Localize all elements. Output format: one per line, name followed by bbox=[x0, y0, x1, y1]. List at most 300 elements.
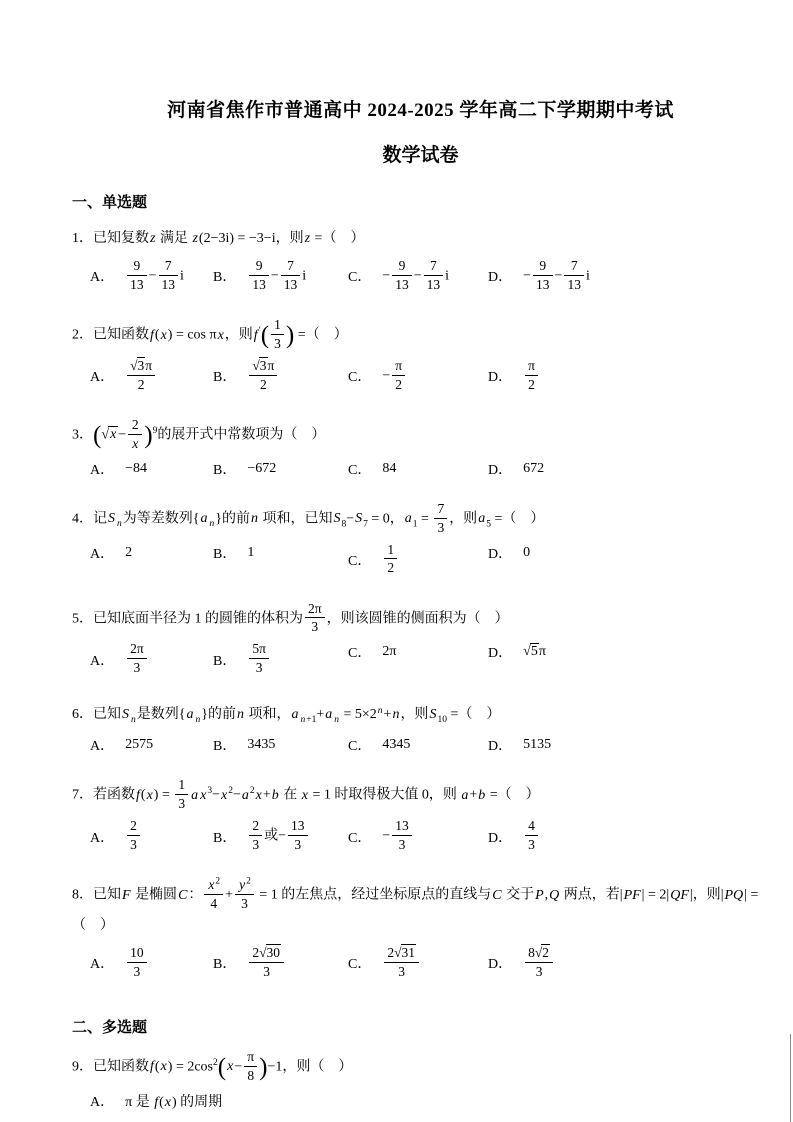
option-content bbox=[125, 642, 149, 677]
option-B bbox=[213, 642, 271, 677]
radicand: 3 bbox=[259, 357, 267, 373]
fraction-denominator: 13 bbox=[130, 276, 144, 292]
fraction-numerator: 13 bbox=[392, 818, 412, 836]
math-var: f bbox=[253, 327, 258, 343]
math-var: S bbox=[355, 511, 363, 527]
math-var: a bbox=[291, 707, 299, 723]
question-stem: 1．已知复数z 满足 z(2−3i) = −3−i，则z =（ ） bbox=[72, 231, 365, 246]
option-content: − $\frac{9}{13}$ − $\frac{7}{13}$ i bbox=[382, 258, 450, 292]
option-D bbox=[488, 735, 551, 755]
fraction-numerator: 2 bbox=[128, 417, 142, 435]
option-C bbox=[348, 819, 414, 854]
option-A bbox=[90, 543, 132, 563]
fraction-denominator: 3 bbox=[311, 619, 319, 635]
fraction-numerator: 7 bbox=[564, 258, 584, 276]
subscript: 8 bbox=[341, 519, 347, 530]
fraction-numerator: 2√31 bbox=[384, 945, 419, 963]
option-content: 2π bbox=[382, 644, 397, 660]
fraction bbox=[128, 417, 142, 452]
fraction-numerator: 1 bbox=[271, 317, 284, 335]
fraction bbox=[249, 358, 277, 393]
math-var: b bbox=[271, 788, 279, 804]
fraction-denominator: 13 bbox=[283, 276, 298, 292]
option-content bbox=[125, 359, 157, 394]
question bbox=[72, 778, 769, 865]
fraction-numerator: 5π bbox=[249, 641, 269, 659]
option-C bbox=[348, 459, 396, 479]
fraction-denominator: 2 bbox=[387, 560, 395, 576]
radicand: 2 bbox=[542, 944, 550, 960]
option-label: C． bbox=[348, 957, 372, 973]
fraction bbox=[249, 818, 262, 853]
option-D bbox=[488, 819, 540, 854]
fraction-numerator: 2 bbox=[127, 818, 140, 836]
radical-sign: √ bbox=[101, 427, 109, 443]
fraction-denominator: 3 bbox=[535, 963, 543, 979]
option-content: √5π bbox=[523, 644, 546, 660]
fraction bbox=[235, 877, 254, 912]
option-label: C． bbox=[348, 553, 372, 569]
option-C bbox=[348, 946, 421, 981]
option-content: 4345 bbox=[382, 737, 411, 753]
option-content bbox=[247, 359, 279, 394]
option-content: π 是 f(x) 的周期 bbox=[125, 1094, 223, 1110]
option-A bbox=[90, 359, 157, 394]
option-label: A． bbox=[90, 830, 115, 846]
math-var: x bbox=[220, 788, 228, 804]
fraction-numerator: 7 bbox=[424, 258, 444, 276]
fraction-numerator: 1 bbox=[384, 542, 397, 560]
fraction-numerator: 7 bbox=[434, 501, 447, 519]
option-label: D． bbox=[488, 370, 513, 386]
fraction-denominator bbox=[128, 435, 142, 452]
section-heading: 二、多选题 bbox=[72, 1019, 148, 1036]
option-label: A． bbox=[90, 957, 115, 973]
math-var: z bbox=[304, 231, 311, 246]
page-edge-artifact bbox=[790, 1034, 791, 1122]
fraction-numerator: 8√2 bbox=[525, 945, 553, 963]
superscript: 9 bbox=[152, 425, 158, 436]
superscript: 3 bbox=[207, 786, 213, 797]
question bbox=[72, 502, 769, 589]
math-var: S bbox=[333, 511, 341, 527]
math-var: QF bbox=[670, 887, 689, 903]
radicand: 30 bbox=[266, 944, 281, 960]
option-label: C． bbox=[348, 830, 372, 846]
fraction-numerator: √3π bbox=[249, 358, 277, 376]
option-B bbox=[213, 459, 276, 479]
option-label: D． bbox=[488, 462, 513, 478]
radical-sign: √ bbox=[252, 357, 259, 373]
option-D bbox=[488, 259, 590, 294]
option-content bbox=[247, 642, 271, 677]
fraction-denominator: 3 bbox=[398, 837, 406, 853]
fraction-denominator: 4 bbox=[210, 896, 218, 912]
option-label: A． bbox=[90, 270, 115, 286]
fraction bbox=[392, 818, 412, 853]
fraction bbox=[244, 1049, 257, 1084]
option-content: −84 bbox=[125, 460, 148, 476]
radicand: 5 bbox=[530, 644, 538, 660]
subscript bbox=[208, 519, 215, 529]
section-heading: 一、单选题 bbox=[72, 195, 148, 211]
math-var: a bbox=[200, 511, 208, 527]
fraction-numerator: 2√30 bbox=[249, 945, 284, 963]
option-label: C． bbox=[348, 270, 372, 286]
option-C bbox=[348, 359, 407, 394]
question-stem: 8．已知F 是椭圆C： $\frac{x^2}{4}$ + $\frac{y^2}{3}$ = 1 的左焦点，经过坐标原点的直线与C 交于P,Q 两点，若|PF| = 2|QF|，则|PQ| = bbox=[72, 876, 759, 912]
fraction-denominator: 3 bbox=[398, 963, 406, 979]
option-D bbox=[488, 459, 544, 479]
subscript: 5 bbox=[486, 519, 491, 530]
fraction-denominator: 2 bbox=[395, 376, 403, 392]
sqrt-radical bbox=[535, 944, 550, 960]
option-label: D． bbox=[488, 830, 513, 846]
option-content bbox=[382, 543, 399, 578]
option-D bbox=[488, 543, 530, 563]
fraction-numerator: 13 bbox=[288, 818, 308, 836]
math-var: a bbox=[404, 511, 412, 527]
subscript: 1 bbox=[412, 519, 418, 530]
options-row bbox=[72, 819, 769, 865]
superscript bbox=[377, 706, 384, 716]
options-row bbox=[72, 735, 769, 765]
fraction-denominator: 3 bbox=[274, 335, 281, 351]
options-row bbox=[72, 946, 769, 992]
option-label: D． bbox=[488, 957, 513, 973]
math-var: x bbox=[200, 788, 207, 804]
subscript bbox=[116, 519, 123, 529]
option-D bbox=[488, 946, 555, 981]
math-var: S bbox=[122, 707, 129, 723]
fraction-numerator: 9 bbox=[249, 258, 269, 276]
math-var: x bbox=[110, 427, 117, 443]
options-row bbox=[72, 459, 769, 489]
option-content bbox=[382, 946, 421, 981]
fraction-denominator: 13 bbox=[536, 276, 550, 292]
fraction bbox=[127, 358, 155, 393]
fraction-numerator: 10 bbox=[127, 945, 147, 963]
big-paren: ( bbox=[260, 322, 270, 350]
fraction bbox=[392, 258, 412, 293]
radical-sign: √ bbox=[394, 944, 401, 960]
fraction-denominator: 3 bbox=[133, 660, 141, 676]
option-label: B． bbox=[213, 370, 237, 386]
math-var: a bbox=[325, 707, 333, 723]
option-label: A． bbox=[90, 546, 115, 562]
option-content: 672 bbox=[523, 460, 545, 476]
option-content: 2 bbox=[125, 544, 133, 560]
option-A bbox=[90, 735, 153, 755]
fraction bbox=[159, 258, 179, 293]
option-content: 3435 bbox=[247, 737, 276, 753]
option-content: 2575 bbox=[125, 737, 154, 753]
fraction bbox=[127, 258, 147, 293]
fraction bbox=[271, 317, 284, 352]
question bbox=[72, 418, 769, 489]
math-var: x bbox=[227, 1059, 234, 1075]
fraction-numerator: 7 bbox=[281, 258, 301, 276]
radicand: 31 bbox=[401, 944, 416, 960]
radicand: 3 bbox=[137, 357, 145, 373]
option-content bbox=[523, 946, 555, 981]
math-var: x bbox=[160, 1059, 167, 1075]
fraction-denominator: 3 bbox=[528, 837, 535, 853]
math-var: y bbox=[239, 877, 246, 893]
math-var: x bbox=[160, 327, 167, 343]
question-stem: 6．已知S $_n$是数列{a $_n$}的前n 项和，a $_{n+1}$+a $_n = 5\times 2^n+n$，则$S_{10}$ =（ ） bbox=[72, 705, 501, 726]
fraction bbox=[249, 258, 269, 293]
option-C bbox=[348, 642, 396, 662]
sqrt-radical bbox=[252, 357, 267, 373]
fraction-denominator: 2 bbox=[137, 376, 145, 392]
math-var: Q bbox=[549, 887, 560, 903]
math-var: PQ bbox=[724, 887, 744, 903]
option-A bbox=[90, 1091, 769, 1111]
option-D bbox=[488, 359, 540, 394]
option-B bbox=[213, 735, 275, 755]
superscript: 2 bbox=[215, 876, 221, 887]
sqrt-radical bbox=[101, 426, 118, 442]
math-var: S bbox=[429, 707, 437, 723]
math-var: x bbox=[146, 788, 153, 804]
fraction-denominator: 3 bbox=[263, 963, 271, 979]
fraction-numerator: π bbox=[525, 358, 538, 376]
option-C bbox=[348, 543, 399, 578]
math-var: n bbox=[117, 519, 122, 530]
option-content: −672 bbox=[247, 460, 277, 476]
fraction bbox=[525, 818, 538, 853]
question-stem: 2．已知函数f(x) = cos πx，则f′( $\frac{1}{3}$ ) =（ ） bbox=[72, 317, 348, 351]
math-var: F bbox=[122, 887, 131, 903]
fraction-denominator: 3 bbox=[178, 796, 186, 812]
fraction-denominator: 13 bbox=[426, 276, 441, 292]
question bbox=[72, 878, 769, 991]
fraction-numerator: 1 bbox=[175, 777, 188, 795]
fraction bbox=[204, 877, 223, 912]
option-content: − $\frac{9}{13}$ − $\frac{7}{13}$ i bbox=[523, 258, 590, 292]
subscript: n+1 bbox=[300, 715, 317, 726]
radical-sign: √ bbox=[523, 644, 530, 660]
option-B bbox=[213, 819, 310, 854]
math-var: n bbox=[236, 707, 244, 723]
fraction-numerator: 2π bbox=[127, 641, 147, 659]
option-label: C． bbox=[348, 370, 372, 386]
option-label: A． bbox=[90, 1094, 115, 1110]
options-row bbox=[72, 259, 769, 305]
option-content bbox=[523, 359, 540, 394]
math-var: n bbox=[195, 715, 201, 726]
question-stem: 7．若函数f(x) = $\frac{1}{3}$ a $x^3-x^2-a^2x+b$ 在 x = 1 时取得极大值 0，则 a+b =（ ） bbox=[72, 777, 540, 812]
superscript: 2 bbox=[228, 786, 233, 797]
math-var: b bbox=[478, 788, 486, 804]
subscript bbox=[194, 715, 201, 725]
option-A bbox=[90, 642, 149, 677]
math-var: f bbox=[136, 788, 140, 804]
option-content: 84 bbox=[382, 460, 397, 476]
fraction bbox=[564, 258, 584, 293]
math-var: n bbox=[300, 715, 306, 726]
option-label: D． bbox=[488, 739, 513, 755]
fraction bbox=[249, 945, 284, 980]
option-content: − $\frac{13}{3}$ bbox=[382, 819, 413, 854]
option-content bbox=[125, 819, 142, 854]
option-label: B． bbox=[213, 830, 237, 846]
fraction bbox=[434, 501, 447, 536]
option-B bbox=[213, 259, 306, 294]
math-var: n bbox=[392, 707, 400, 723]
fraction-numerator: 4 bbox=[525, 818, 538, 836]
fraction bbox=[249, 641, 269, 676]
math-var: x bbox=[132, 435, 139, 451]
fraction bbox=[127, 945, 147, 980]
exam-subtitle: 数学试卷 bbox=[382, 145, 459, 166]
options-row bbox=[72, 543, 769, 589]
option-content: $\frac{2}{3}$ 或− $\frac{13}{3}$ bbox=[247, 819, 309, 854]
option-label: B． bbox=[213, 739, 237, 755]
option-content bbox=[125, 946, 149, 981]
math-var: P bbox=[535, 887, 544, 903]
option-content: 0 bbox=[523, 544, 531, 560]
math-var: a bbox=[478, 511, 486, 527]
option-content: 5135 bbox=[523, 737, 552, 753]
sections-container bbox=[72, 191, 769, 1111]
fraction-denominator: 3 bbox=[437, 519, 445, 535]
option-B bbox=[213, 946, 286, 981]
question-stem: 5．已知底面半径为 1 的圆锥的体积为 $\frac{2\pi}{3}$ ，则该圆锥的侧面积为（ ） bbox=[72, 600, 509, 635]
math-var: C bbox=[492, 887, 502, 903]
fraction bbox=[127, 818, 140, 853]
option-label: C． bbox=[348, 646, 372, 662]
subscript bbox=[333, 715, 340, 725]
option-label: D． bbox=[488, 270, 513, 286]
options-row bbox=[72, 642, 769, 688]
math-var: a bbox=[241, 788, 249, 804]
math-var: PF bbox=[623, 887, 641, 903]
fraction bbox=[424, 258, 444, 293]
fraction bbox=[525, 358, 538, 393]
math-var: x bbox=[301, 788, 308, 804]
math-var: z bbox=[150, 231, 156, 246]
math-var: a bbox=[191, 788, 199, 804]
fraction-denominator: 8 bbox=[247, 1067, 255, 1083]
fraction bbox=[525, 945, 553, 980]
math-var: f bbox=[154, 1094, 159, 1110]
option-label: A． bbox=[90, 739, 115, 755]
option-A bbox=[90, 819, 142, 854]
superscript: 2 bbox=[213, 1057, 218, 1068]
sqrt-radical bbox=[523, 643, 539, 659]
fraction-numerator: 9 bbox=[392, 258, 412, 276]
big-paren: ( bbox=[217, 1053, 227, 1081]
fraction-denominator: 3 bbox=[252, 837, 260, 853]
fraction-numerator: 9 bbox=[127, 258, 147, 276]
option-label: C． bbox=[348, 462, 372, 478]
question bbox=[72, 701, 769, 765]
option-label: D． bbox=[488, 546, 513, 562]
math-var: n bbox=[209, 519, 215, 530]
fraction bbox=[384, 542, 397, 577]
fraction-numerator: √3π bbox=[127, 358, 155, 376]
superscript: ′ bbox=[258, 325, 261, 336]
math-var: S bbox=[108, 511, 115, 527]
question-stem: 9．已知函数$f(x) = 2\cos^2(x-$ $\frac{\pi}{8}$ )−1，则（ ） bbox=[72, 1048, 353, 1083]
math-var: x bbox=[208, 877, 215, 893]
fraction bbox=[533, 258, 553, 293]
fraction-numerator: π bbox=[392, 358, 405, 376]
fraction-numerator bbox=[235, 877, 254, 895]
math-var: C bbox=[178, 887, 188, 903]
question-stem: 3．(√ x − $\frac{2}{x}$ )$^9$的展开式中常数项为（ ） bbox=[72, 416, 326, 451]
fraction-denominator: 2 bbox=[259, 376, 267, 392]
option-content bbox=[247, 946, 286, 981]
math-var: n bbox=[377, 705, 383, 716]
math-var: x bbox=[255, 788, 262, 804]
subscript: 7 bbox=[363, 519, 368, 530]
fraction bbox=[384, 945, 419, 980]
fraction-denominator: 3 bbox=[255, 660, 263, 676]
option-A bbox=[90, 259, 184, 294]
option-content bbox=[523, 819, 540, 854]
option-A bbox=[90, 946, 149, 981]
fraction-denominator: 3 bbox=[294, 837, 302, 853]
option-content: $\frac{9}{13}$ − $\frac{7}{13}$ i bbox=[247, 259, 306, 294]
question-stem-continued: （ ） bbox=[72, 918, 114, 934]
option-content: − $\frac{\pi}{2}$ bbox=[382, 359, 407, 394]
subscript bbox=[130, 715, 137, 725]
question-stem: 4．记S $_n$为等差数列{a $_n$}的前n 项和，已知$S_8-S_7 = 0$，$a_1$ = $\frac{7}{3}$ ，则$a_5$ =（ ） bbox=[72, 500, 545, 535]
option-label: C． bbox=[348, 739, 372, 755]
question bbox=[72, 1050, 769, 1111]
option-label: B． bbox=[213, 270, 237, 286]
fraction-denominator: 2 bbox=[528, 376, 535, 392]
fraction-denominator: 13 bbox=[161, 276, 176, 292]
math-var: n bbox=[250, 511, 258, 527]
option-content: $\frac{9}{13}$ − $\frac{7}{13}$ i bbox=[125, 259, 184, 294]
option-label: A． bbox=[90, 462, 115, 478]
math-var: a bbox=[461, 788, 469, 804]
option-B bbox=[213, 359, 279, 394]
fraction-denominator: 3 bbox=[130, 837, 137, 853]
option-label: A． bbox=[90, 653, 115, 669]
fraction-numerator: 9 bbox=[533, 258, 553, 276]
option-label: B． bbox=[213, 957, 237, 973]
option-label: B． bbox=[213, 546, 237, 562]
fraction-denominator: 13 bbox=[395, 276, 409, 292]
question bbox=[72, 225, 769, 305]
fraction-numerator bbox=[204, 877, 223, 895]
math-var: n bbox=[131, 715, 136, 726]
fraction-denominator: 13 bbox=[567, 276, 581, 292]
subscript: 10 bbox=[437, 715, 447, 726]
page-content bbox=[72, 0, 769, 1111]
math-var: x bbox=[217, 327, 224, 343]
option-label: D． bbox=[488, 646, 513, 662]
big-paren: ) bbox=[285, 322, 295, 350]
question bbox=[72, 602, 769, 689]
big-paren: ) bbox=[144, 422, 153, 450]
math-var: x bbox=[164, 1094, 171, 1110]
fraction-denominator: 3 bbox=[133, 963, 141, 979]
fraction-numerator: 2π bbox=[305, 601, 325, 619]
question bbox=[72, 318, 769, 405]
big-paren: ( bbox=[93, 422, 102, 450]
math-var: a bbox=[186, 707, 194, 723]
fraction bbox=[288, 818, 308, 853]
option-label: B． bbox=[213, 653, 237, 669]
radicand bbox=[108, 426, 118, 442]
fraction-numerator: 2 bbox=[249, 818, 262, 836]
